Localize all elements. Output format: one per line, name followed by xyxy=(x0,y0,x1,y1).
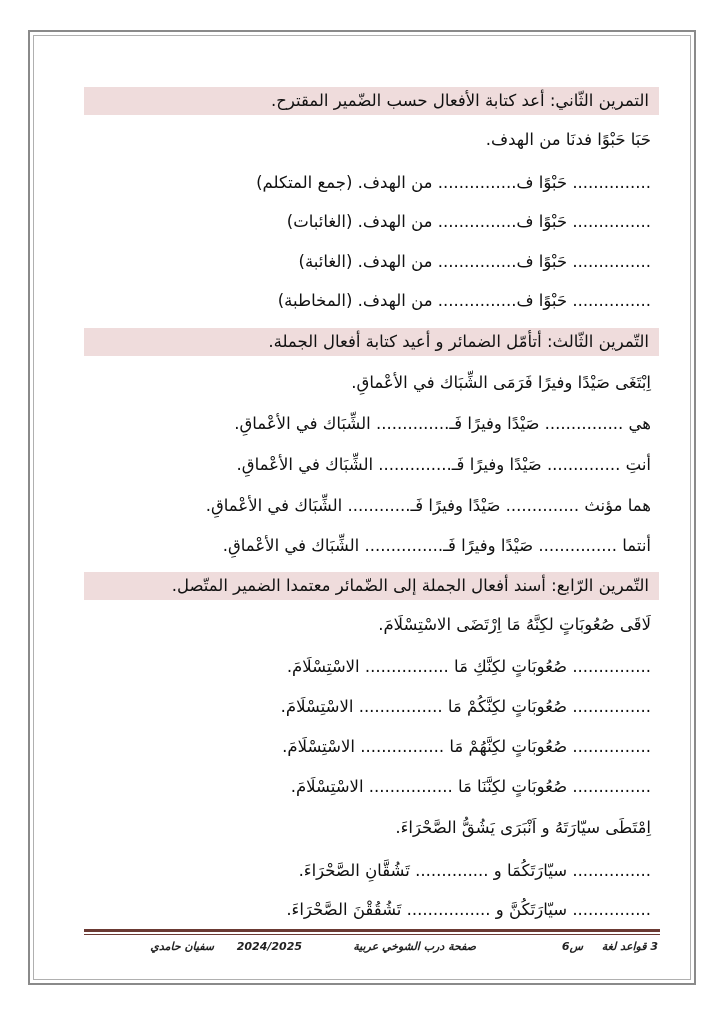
footer-page-name: صفحة درب الشوخي عربية xyxy=(353,940,476,953)
exercise4-row2-1: ............... سيّارَتَكُمَا و .............. تَشُقَّانِ الصَّحْرَاءَ. xyxy=(298,861,651,880)
exercise3-row-2: أنتِ .............. صَيْدًا وفيرًا فَـ.............. الشِّبَاك في الأعْماقِ. xyxy=(236,455,651,474)
exercise2-row-3: ............... حَبْوًا ف............... من الهدف. (الغائبة) xyxy=(298,252,651,271)
footer-year: 2024/2025 xyxy=(236,940,302,953)
footer-divider xyxy=(84,929,660,932)
exercise4-row1-3: ............... صُعُوبَاتٍ لكِنَّهُمْ مَا ................ الاسْتِسْلَامَ. xyxy=(282,737,651,756)
exercise3-heading: التّمرين الثّالث: أتأمّل الضمائر و أعيد كتابة أفعال الجملة. xyxy=(84,328,659,356)
exercise4-row1-1: ............... صُعُوبَاتٍ لكِنَّكِ مَا ................ الاسْتِسْلَامَ. xyxy=(286,657,651,676)
exercise2-sentence: حَبَا حَبْوًا فدنَا من الهدف. xyxy=(485,130,651,149)
exercise4-sentence2: اِمْتَطَى سيّارَتَهُ و اَنْبَرَى يَشُقُّ الصَّحْرَاءَ. xyxy=(395,818,651,837)
exercise3-row-3: هما مؤنث .............. صَيْدًا وفيرًا فَـ............ الشِّبَاك في الأعْماقِ. xyxy=(205,496,651,515)
exercise2-row-4: ............... حَبْوًا ف............... من الهدف. (المخاطبة) xyxy=(277,291,651,310)
exercise4-heading: التّمرين الرّابع: أسند أفعال الجملة إلى الضّمائر معتمدا الضمير المتّصل. xyxy=(84,572,659,600)
exercise4-row1-4: ............... صُعُوبَاتٍ لكِنَّنَا مَا ................ الاسْتِسْلَامَ. xyxy=(290,777,651,796)
footer-divider-thin xyxy=(84,934,660,935)
footer-level: 3 قواعد لغة xyxy=(601,940,658,953)
footer-author: سفيان حامدي xyxy=(150,940,214,953)
exercise4-sentence1: لَاقَى صُعُوبَاتٍ لكِنَّهُ مَا اِرْتَضَى الاسْتِسْلَامَ. xyxy=(378,615,651,634)
exercise4-row1-2: ............... صُعُوبَاتٍ لكِنَّكُمْ مَا ................ الاسْتِسْلَامَ. xyxy=(280,697,651,716)
exercise4-row2-2: ............... سيّارَتَكُنَّ و ................ تَشُقُقْنَ الصَّحْرَاءَ. xyxy=(286,900,651,919)
exercise3-sentence: اِبْتَغَى صَيْدًا وفيرًا فَرَمَى الشِّبَاك في الأعْماقِ. xyxy=(351,373,651,392)
exercise3-row-1: هي ............... صَيْدًا وفيرًا فَـ.............. الشِّبَاك في الأعْماقِ. xyxy=(234,414,651,433)
exercise3-row-4: أنتما ............... صَيْدًا وفيرًا فَـ............... الشِّبَاك في الأعْماقِ. xyxy=(222,536,651,555)
exercise2-row-1: ............... حَبْوًا ف............... من الهدف. (جمع المتكلم) xyxy=(256,173,651,192)
footer-session: س6 xyxy=(561,940,583,953)
exercise2-heading: التمرين الثّاني: أعد كتابة الأفعال حسب الضّمير المقترح. xyxy=(84,87,659,115)
exercise2-row-2: ............... حَبْوًا ف............... من الهدف. (الغائبات) xyxy=(286,212,651,231)
